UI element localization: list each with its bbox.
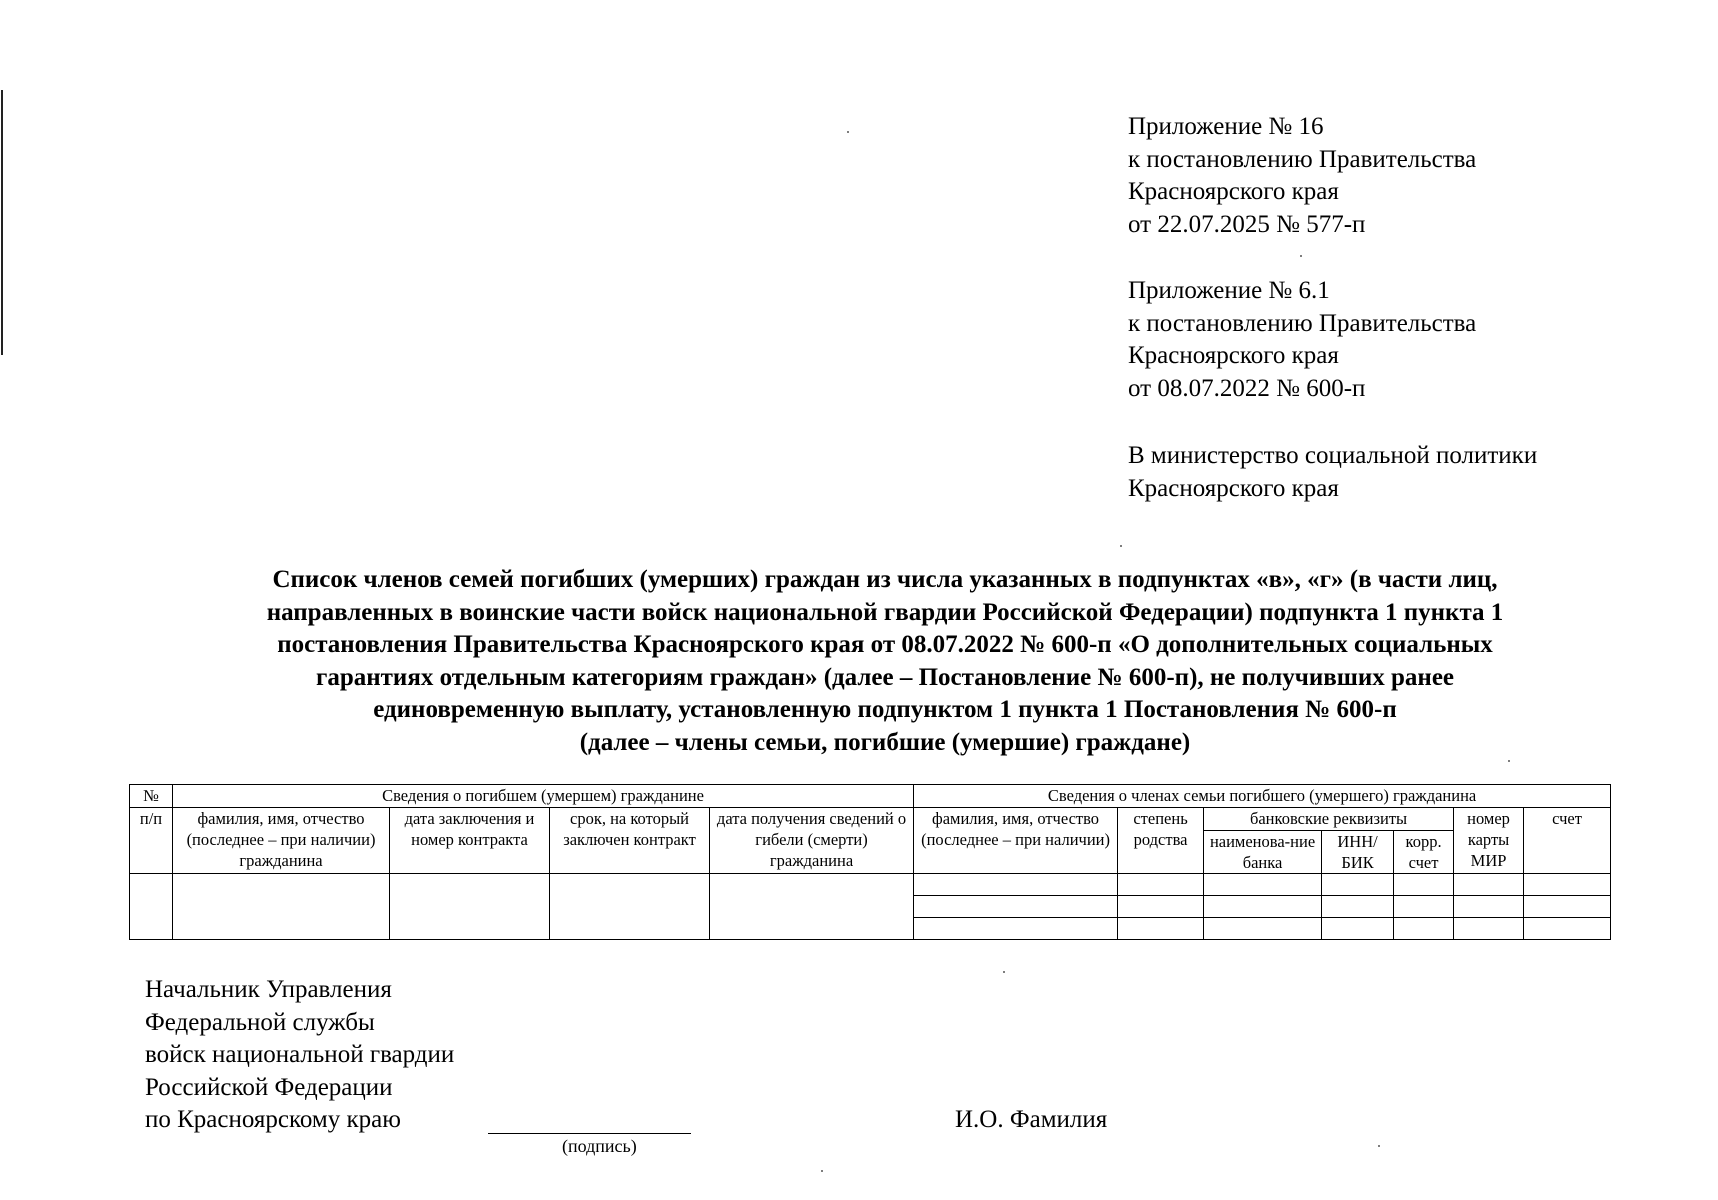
table-header-row [130, 808, 1611, 831]
addressee-line: В министерство социальной политики [1128, 442, 1538, 469]
title-line: гарантиях отдельным категориям граждан» (далее – Постановление № 600-п), не получивших ранее [315, 663, 1455, 691]
title-line: единовременную выплату, установленную подпунктом 1 пункта 1 Постановления № 600-п [373, 696, 1397, 723]
addressee-block [1128, 440, 1537, 505]
signer-position-line: по Красноярскому краю [145, 1106, 401, 1133]
appendix-16-block [1128, 111, 1476, 241]
appendix-16-ref: к постановлению Правительства [1128, 145, 1477, 173]
table-cell [550, 874, 710, 940]
col-death-info-date: дата получения сведений о гибели (смерти) гражданина [710, 808, 914, 874]
table-cell [710, 874, 914, 940]
scan-speck [821, 1170, 823, 1172]
scan-margin-line [1, 90, 3, 355]
num-header-symbol: № [143, 786, 159, 805]
table-cell [1204, 918, 1322, 940]
table-cell [914, 918, 1118, 940]
scan-speck [1003, 971, 1005, 973]
col-corr-account: корр. счет [1394, 831, 1454, 874]
table-cell [1394, 874, 1454, 896]
table-cell [1524, 896, 1611, 918]
appendix-6-1-region: Красноярского края [1128, 342, 1339, 369]
addressee-line: Красноярского края [1128, 474, 1339, 502]
appendix-6-1-date: от 08.07.2022 № 600-п [1128, 374, 1366, 402]
signature-caption: (подпись) [562, 1136, 637, 1156]
table-cell [1204, 874, 1322, 896]
scan-speck [847, 131, 849, 133]
table-header-row [130, 785, 1611, 808]
table-cell [1204, 896, 1322, 918]
title-line: Список членов семей погибших (умерших) граждан из числа указанных в подпунктах «в», «г» (в части лиц, [272, 566, 1498, 593]
appendix-16-region: Красноярского края [1128, 178, 1339, 205]
col-contract-term: срок, на который заключен контракт [550, 808, 710, 874]
col-kinship: степень родства [1118, 808, 1204, 874]
col-inn-bik: ИНН/ БИК [1322, 831, 1394, 874]
title-line: направленных в воинские части войск национальной гвардии Российской Федерации) подпункта 1 пункта 1 [266, 598, 1504, 626]
group-deceased-header: Сведения о погибшем (умершем) гражданине [173, 785, 914, 808]
table-cell [914, 874, 1118, 896]
family-members-table [129, 784, 1611, 940]
table-row [130, 874, 1611, 896]
appendix-6-1-block [1128, 275, 1476, 405]
col-family-fio: фамилия, имя, отчество (последнее – при наличии) [914, 808, 1118, 874]
scan-speck [1378, 1145, 1380, 1147]
table-cell [1454, 874, 1524, 896]
scan-speck [1300, 255, 1302, 257]
table-cell [1454, 918, 1524, 940]
table-cell [1322, 896, 1394, 918]
table-cell [1118, 918, 1204, 940]
scan-speck [1120, 545, 1122, 547]
col-contract-date: дата заключения и номер контракта [390, 808, 550, 874]
num-header-abbr: п/п [139, 809, 163, 828]
col-deceased-fio: фамилия, имя, отчество (последнее – при наличии) гражданина [173, 808, 390, 874]
scan-speck [1508, 760, 1510, 762]
signature-block [145, 974, 454, 1137]
title-line: (далее – члены семьи, погибшие (умершие) граждане) [579, 728, 1191, 756]
table-cell [390, 874, 550, 940]
col-number-header [130, 785, 173, 808]
signer-position-line: Российской Федерации [145, 1073, 393, 1101]
col-number-header-cont [130, 808, 173, 874]
table-cell [1322, 918, 1394, 940]
col-bank-details: банковские реквизиты [1204, 808, 1454, 831]
col-account: счет [1524, 808, 1611, 874]
table-cell [1118, 874, 1204, 896]
signer-position-line: Начальник Управления [145, 976, 392, 1003]
signer-name: И.О. Фамилия [955, 1106, 1108, 1133]
table-cell [1454, 896, 1524, 918]
table-cell [1118, 896, 1204, 918]
col-bank-name: наименова-ние банка [1204, 831, 1322, 874]
signature-line [488, 1133, 691, 1134]
appendix-6-1-number: Приложение № 6.1 [1128, 277, 1330, 304]
table-cell [1394, 918, 1454, 940]
table-cell [1524, 874, 1611, 896]
table-cell [130, 874, 173, 940]
col-mir-card: номер карты МИР [1454, 808, 1524, 874]
group-family-header: Сведения о членах семьи погибшего (умершего) гражданина [914, 785, 1611, 808]
table-cell [1524, 918, 1611, 940]
signer-position-line: Федеральной службы [145, 1008, 375, 1036]
table-cell [173, 874, 390, 940]
title-line: постановления Правительства Красноярского края от 08.07.2022 № 600-п «О дополнительных социальных [277, 631, 1493, 658]
table-cell [1322, 874, 1394, 896]
signer-position-line: войск национальной гвардии [145, 1041, 455, 1068]
appendix-16-number: Приложение № 16 [1128, 113, 1324, 140]
document-title [150, 564, 1620, 759]
table-cell [1394, 896, 1454, 918]
table-cell [914, 896, 1118, 918]
appendix-16-date: от 22.07.2025 № 577-п [1128, 210, 1366, 238]
appendix-6-1-ref: к постановлению Правительства [1128, 309, 1477, 337]
